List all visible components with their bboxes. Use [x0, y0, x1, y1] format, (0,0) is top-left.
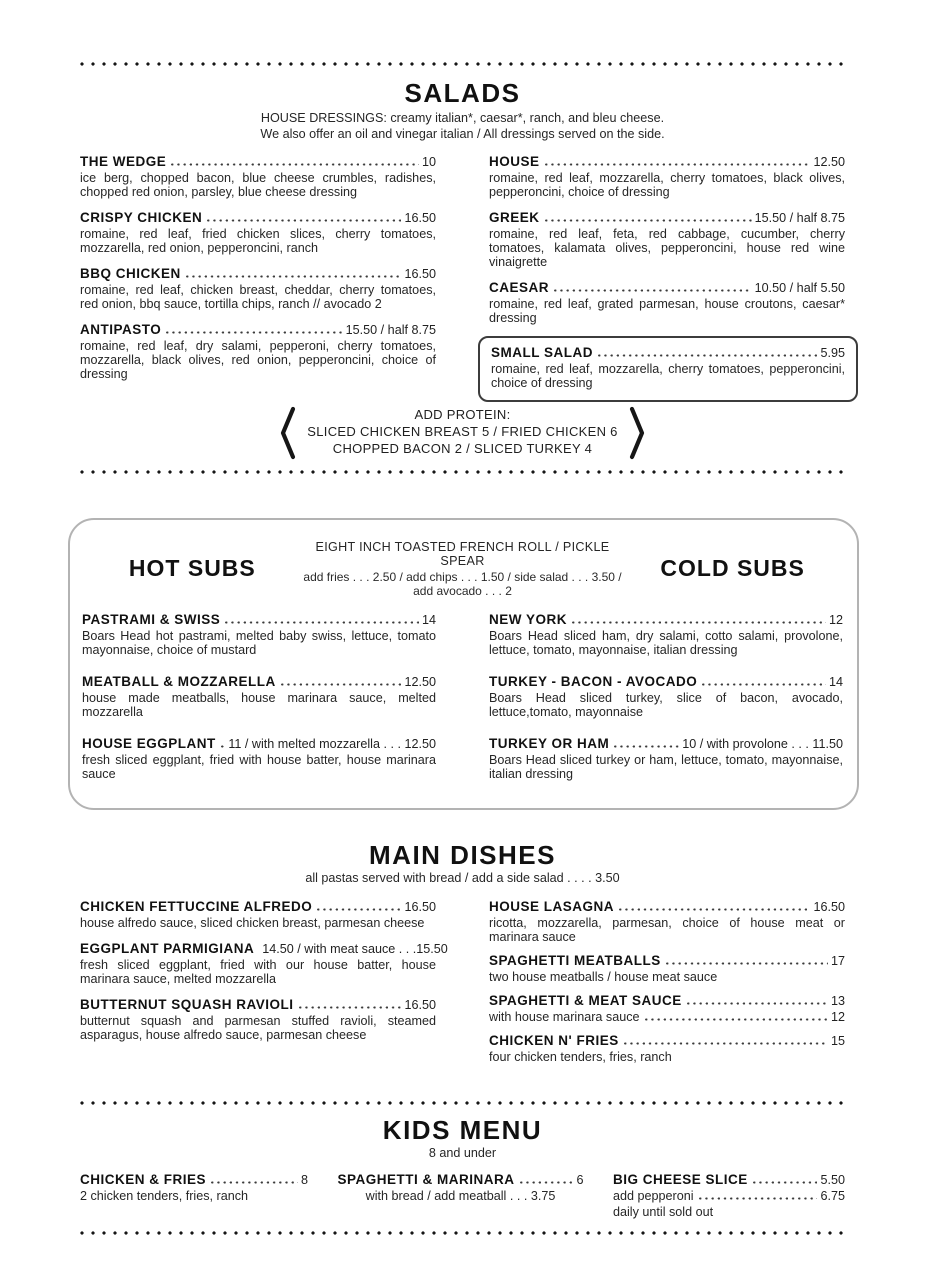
menu-item-pastrami-swiss	[82, 612, 436, 657]
item-name: TURKEY - BACON - AVOCADO	[489, 673, 698, 689]
item-name: ANTIPASTO	[80, 322, 162, 338]
menu-item-new-york	[489, 612, 843, 657]
item-desc: Boars Head sliced ham, dry salami, cotto salami, provolone, lettuce, tomato, mayonnaise, italian dressing	[489, 628, 843, 657]
item-note: daily until sold out	[613, 1205, 714, 1220]
dotted-leader	[572, 621, 826, 624]
dotted-divider-bottom	[80, 1231, 845, 1235]
item-desc: house alfredo sauce, sliced chicken breast, parmesan cheese	[80, 915, 425, 930]
dotted-leader	[520, 1181, 574, 1184]
item-price: 15.50 / half 8.75	[754, 210, 845, 225]
item-price: 13	[830, 994, 845, 1009]
kids-menu-section	[80, 1115, 845, 1162]
item-name: SPAGHETTI & MEAT SAUCE	[489, 993, 682, 1009]
item-name: PASTRAMI & SWISS	[82, 611, 221, 627]
menu-item-chicken-fettuccine-alfredo	[80, 899, 436, 930]
dotted-divider-3	[80, 1101, 845, 1105]
item-price: 10 / with provolone . . . 11.50	[682, 736, 843, 751]
item-desc: Boars Head sliced turkey or ham, lettuce, tomato, mayonnaise, italian dressing	[489, 752, 843, 782]
menu-item-kids-chicken-fries	[80, 1172, 308, 1219]
dotted-divider-2	[80, 470, 845, 474]
item-price: 14	[828, 674, 843, 689]
dotted-leader	[207, 219, 401, 222]
item-name: HOUSE LASAGNA	[489, 898, 615, 914]
main-dishes-subtitle: all pastas served with bread / add a side salad . . . . 3.50	[305, 871, 620, 886]
menu-item-eggplant-parmigiana	[80, 941, 448, 987]
menu-item-caesar	[489, 280, 845, 325]
menu-item-house-eggplant	[82, 736, 436, 781]
item-name: BUTTERNUT SQUASH RAVIOLI	[80, 997, 294, 1013]
item-price: 16.50	[404, 210, 436, 225]
item-desc: ice berg, chopped bacon, blue cheese crumbles, radishes, chopped red onion, parsley, blue cheese dressing	[80, 170, 436, 199]
item-price: 17	[830, 954, 845, 969]
item-sub-price: 12	[830, 1010, 845, 1025]
kids-menu-title: KIDS MENU	[382, 1115, 543, 1146]
item-price: 10	[421, 154, 436, 169]
item-desc: 2 chicken tenders, fries, ranch	[80, 1189, 248, 1204]
item-name: THE WEDGE	[80, 153, 167, 169]
item-desc: house made meatballs, house marinara sauce, melted mozzarella	[82, 690, 436, 719]
item-name: SPAGHETTI MEATBALLS	[489, 953, 661, 969]
menu-page	[0, 62, 927, 1262]
item-price: 16.50	[404, 267, 436, 282]
dotted-leader	[598, 354, 817, 357]
main-dishes-section	[80, 840, 845, 887]
dotted-leader	[545, 219, 752, 222]
item-desc: romaine, red leaf, chicken breast, cheddar, cherry tomatoes, red onion, bbq sauce, tortilla chips, ranch // avocado 2	[80, 283, 436, 312]
item-desc: romaine, red leaf, mozzarella, cherry tomatoes, pepperoncini, choice of dressing	[491, 362, 845, 391]
menu-item-turkey-bacon-avocado	[489, 674, 843, 719]
item-desc: Boars Head sliced turkey, slice of bacon, avocado, lettuce,tomato, mayonnaise	[489, 690, 843, 719]
item-sub-text: with house marinara sauce	[489, 1010, 640, 1025]
menu-item-house-lasagna	[489, 899, 845, 944]
item-name: CHICKEN FETTUCCINE ALFREDO	[80, 898, 313, 914]
subs-header-line2: add fries . . . 2.50 / add chips . . . 1.50 / side salad . . . 3.50 / add avocado . . . 2	[303, 569, 622, 598]
item-name: CAESAR	[489, 280, 550, 296]
item-desc: with bread / add meatball . . . 3.75	[365, 1189, 556, 1204]
dotted-leader	[619, 908, 810, 911]
item-name: MEATBALL & MOZZARELLA	[82, 673, 276, 689]
menu-item-chicken-n-fries	[489, 1033, 845, 1064]
menu-item-the-wedge	[80, 154, 436, 199]
item-name: EGGPLANT PARMIGIANA	[80, 941, 255, 957]
salads-title: SALADS	[404, 78, 521, 108]
dotted-leader	[221, 745, 226, 748]
dotted-leader	[614, 745, 679, 748]
item-price: 11 / with melted mozzarella . . . 12.50	[228, 736, 436, 751]
add-protein-line2: SLICED CHICKEN BREAST 5 / FRIED CHICKEN 6	[307, 424, 618, 440]
item-price: 5.50	[820, 1173, 845, 1188]
dotted-leader	[624, 1042, 828, 1045]
item-name: BIG CHEESE SLICE	[613, 1172, 748, 1188]
item-name: SPAGHETTI & MARINARA	[337, 1172, 515, 1188]
item-desc: romaine, red leaf, fried chicken slices, cherry tomatoes, mozzarella, red onion, pepperoncini, ranch	[80, 226, 436, 255]
item-desc: fresh sliced eggplant, fried with house batter, house marinara sauce	[82, 752, 436, 782]
dotted-leader	[554, 289, 752, 292]
dotted-leader	[545, 163, 811, 166]
item-price: 16.50	[404, 899, 436, 914]
subs-header-line1: EIGHT INCH TOASTED FRENCH ROLL / PICKLE SPEAR	[315, 539, 610, 568]
menu-item-antipasto	[80, 322, 436, 381]
salads-right-column	[489, 154, 845, 402]
item-price: 12	[828, 612, 843, 627]
item-name: NEW YORK	[489, 611, 568, 627]
menu-item-kids-big-cheese-slice	[613, 1172, 845, 1219]
item-name: TURKEY OR HAM	[489, 735, 610, 751]
item-name: HOUSE	[489, 153, 540, 169]
dotted-leader	[225, 621, 419, 624]
menu-item-bbq-chicken	[80, 266, 436, 311]
kids-menu-subtitle: 8 and under	[428, 1146, 497, 1161]
add-protein-callout	[80, 406, 845, 460]
dotted-leader	[186, 275, 402, 278]
subs-section	[68, 518, 859, 811]
cold-subs-column	[489, 612, 843, 799]
item-name: BBQ CHICKEN	[80, 266, 181, 282]
item-price: 15.50 / half 8.75	[345, 323, 436, 338]
item-price: 5.95	[820, 346, 845, 361]
item-price: 12.50	[813, 154, 845, 169]
dotted-divider-top	[80, 62, 845, 66]
item-desc: Boars Head hot pastrami, melted baby swiss, lettuce, tomato mayonnaise, choice of mustard	[82, 628, 436, 657]
item-price: 14	[421, 612, 436, 627]
item-price: 10.50 / half 5.50	[754, 281, 845, 296]
item-price: 15	[830, 1034, 845, 1049]
dotted-leader	[699, 1197, 818, 1200]
item-name: SMALL SALAD	[491, 345, 593, 361]
item-desc: ricotta, mozzarella, parmesan, choice of house meat or marinara sauce	[489, 915, 845, 945]
hot-subs-title: HOT SUBS	[128, 555, 256, 582]
main-dishes-right-column	[489, 899, 845, 1073]
item-desc: two house meatballs / house meat sauce	[489, 970, 718, 985]
menu-item-meatball-mozzarella	[82, 674, 436, 719]
item-price: 8	[300, 1173, 308, 1188]
item-price: 16.50	[404, 998, 436, 1013]
salads-section	[80, 78, 845, 460]
dotted-leader	[171, 163, 419, 166]
angle-bracket-right-icon	[630, 406, 646, 460]
menu-item-turkey-or-ham	[489, 736, 843, 781]
menu-item-spaghetti-meat-sauce	[489, 993, 845, 1024]
dotted-leader	[687, 1002, 828, 1005]
item-desc: fresh sliced eggplant, fried with our house batter, house marinara sauce, melted mozzarella	[80, 958, 436, 987]
item-desc: four chicken tenders, fries, ranch	[489, 1050, 672, 1065]
cold-subs-title: COLD SUBS	[660, 555, 805, 582]
item-price: 16.50	[813, 899, 845, 914]
dotted-leader	[281, 683, 402, 686]
add-protein-line3: CHOPPED BACON 2 / SLICED TURKEY 4	[332, 441, 593, 456]
hot-subs-column	[82, 612, 436, 799]
item-sub-price: 6.75	[820, 1189, 845, 1204]
item-name: CHICKEN & FRIES	[80, 1172, 207, 1188]
menu-item-spaghetti-meatballs	[489, 953, 845, 984]
item-desc: romaine, red leaf, dry salami, pepperoni, cherry tomatoes, mozzarella, black olives, red onion, pepperoncini, choice of dressing	[80, 339, 436, 382]
item-name: CRISPY CHICKEN	[80, 209, 203, 225]
item-name: GREEK	[489, 209, 540, 225]
menu-item-house	[489, 154, 845, 199]
dotted-leader	[211, 1181, 298, 1184]
menu-item-crispy-chicken	[80, 210, 436, 255]
dotted-leader	[645, 1018, 828, 1021]
item-price: 12.50	[404, 674, 436, 689]
item-price: 6	[576, 1173, 584, 1188]
menu-item-kids-spaghetti-marinara	[338, 1172, 584, 1219]
angle-bracket-left-icon	[279, 406, 295, 460]
add-protein-line1: ADD PROTEIN:	[414, 407, 511, 423]
item-desc: butternut squash and parmesan stuffed ravioli, steamed asparagus, house alfredo sauce, parmesan cheese	[80, 1014, 436, 1043]
dotted-leader	[753, 1181, 818, 1184]
dotted-leader	[166, 331, 342, 334]
item-name: CHICKEN N' FRIES	[489, 1033, 619, 1049]
item-desc: romaine, red leaf, mozzarella, cherry tomatoes, black olives, pepperoncini, choice of dressing	[489, 170, 845, 199]
salads-subtitle-line1: HOUSE DRESSINGS: creamy italian*, caesar*, ranch, and bleu cheese.	[260, 111, 665, 125]
menu-item-greek	[489, 210, 845, 269]
item-sub-text: add pepperoni	[613, 1189, 694, 1204]
main-dishes-title: MAIN DISHES	[369, 840, 556, 871]
small-salad-box	[478, 336, 858, 401]
dotted-leader	[299, 1006, 402, 1009]
main-dishes-left-column	[80, 898, 448, 1073]
menu-item-butternut-squash-ravioli	[80, 997, 436, 1042]
dotted-leader	[317, 908, 401, 911]
dotted-leader	[702, 683, 826, 686]
item-desc: romaine, red leaf, grated parmesan, house croutons, caesar* dressing	[489, 297, 845, 326]
dotted-leader	[666, 962, 828, 965]
salads-left-column	[80, 154, 436, 402]
item-desc: romaine, red leaf, feta, red cabbage, cucumber, cherry tomatoes, kalamata olives, pepperoncini, house red wine vinaigrette	[489, 226, 845, 270]
item-price: 14.50 / with meat sauce . . .15.50	[262, 942, 448, 957]
salads-subtitle-line2: We also offer an oil and vinegar italian / All dressings served on the side.	[260, 126, 665, 141]
item-name: HOUSE EGGPLANT	[82, 735, 216, 751]
